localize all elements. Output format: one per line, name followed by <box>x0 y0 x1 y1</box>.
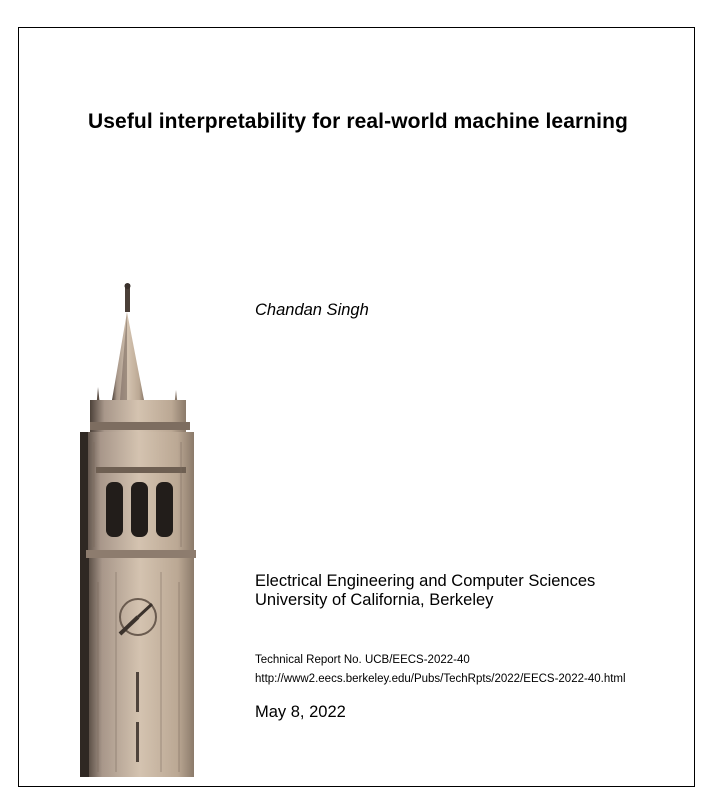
report-info <box>255 651 626 689</box>
department-name: Electrical Engineering and Computer Sciences <box>255 572 596 590</box>
report-url-link[interactable]: http://www2.eecs.berkeley.edu/Pubs/TechRpts/2022/EECS-2022-40.html <box>255 673 626 685</box>
report-number: Technical Report No. UCB/EECS-2022-40 <box>255 654 470 666</box>
institution-name: University of California, Berkeley <box>255 591 494 609</box>
campanile-tower-image <box>76 282 202 777</box>
affiliation-block <box>255 572 595 610</box>
author-name: Chandan Singh <box>255 301 369 319</box>
report-title: Useful interpretability for real-world machine learning <box>88 110 628 133</box>
report-date: May 8, 2022 <box>255 703 346 721</box>
